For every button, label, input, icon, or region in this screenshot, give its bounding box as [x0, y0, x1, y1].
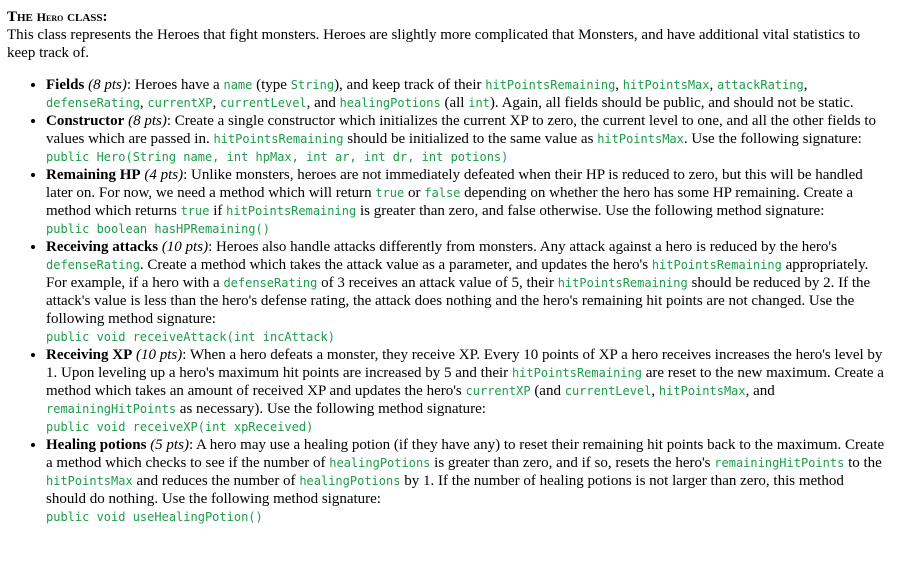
item-term: Constructor — [46, 113, 125, 129]
code-remaininghitpoints: remainingHitPoints — [714, 456, 845, 470]
section-heading — [7, 8, 887, 26]
code-hitpointsremaining: hitPointsRemaining — [651, 258, 782, 272]
text-run: or — [404, 185, 425, 201]
text-run: . Use the following signature: — [683, 131, 862, 147]
item-term: Remaining HP — [46, 167, 141, 183]
code-healingpotions: healingPotions — [299, 474, 401, 488]
text-run: and reduces the number of — [132, 473, 300, 489]
item-points: (10 pts) — [135, 347, 183, 363]
text-run: , — [709, 77, 717, 93]
text-run: , — [139, 95, 148, 111]
item-points: (8 pts) — [88, 77, 127, 93]
item-term: Receiving attacks — [46, 239, 159, 255]
text-run: (and — [530, 383, 565, 399]
method-signature: public void receiveXP(int xpReceived) — [46, 420, 314, 434]
text-run: , and — [745, 383, 775, 399]
code-currentlevel: currentLevel — [219, 96, 307, 110]
intro-paragraph: This class represents the Heroes that fight monsters. Heroes are slightly more complicated that Monsters, and have additional vital statistics to keep track of. — [7, 27, 861, 61]
text-run: : Heroes have a — [126, 77, 224, 93]
code-hitpointsremaining: hitPointsRemaining — [226, 204, 357, 218]
text-run: as necessary). Use the following method signature: — [176, 401, 486, 417]
text-run: if — [209, 203, 227, 219]
list-item-constructor — [46, 112, 887, 166]
text-run: : When a hero defeats a monster, they receive XP. Every 10 points of XP a hero receives increases the hero's level by 1. Upon leveling up a hero's maximum hit points are increased by 5 and their — [46, 347, 883, 381]
text-run: (type — [252, 77, 291, 93]
code-healingpotions: healingPotions — [339, 96, 441, 110]
text-run: ), and keep track of their — [334, 77, 486, 93]
text-run: , — [651, 383, 659, 399]
text-run: should be reduced by 2. If the attack's value is less than the hero's defense rating, the attack does nothing and the hero's remaining hit points are not changed. Use the following method signature: — [46, 275, 871, 327]
item-points: (10 pts) — [161, 239, 209, 255]
code-hitpointsmax: hitPointsMax — [597, 132, 684, 146]
method-signature: public void useHealingPotion() — [46, 510, 263, 524]
heading-word-the: The — [7, 9, 33, 25]
list-item-healing-potions — [46, 436, 887, 526]
code-true: true — [180, 204, 210, 218]
method-signature: public boolean hasHPRemaining() — [46, 222, 270, 236]
item-term: Fields — [46, 77, 85, 93]
text-run: ). Again, all fields should be public, and should not be static. — [489, 95, 854, 111]
list-item-receiving-attacks — [46, 238, 887, 346]
text-run: (all — [440, 95, 469, 111]
item-term: Healing potions — [46, 437, 147, 453]
code-false: false — [424, 186, 461, 200]
code-remaininghitpoints: remainingHitPoints — [46, 402, 177, 416]
item-term: Receiving XP — [46, 347, 133, 363]
code-currentxp: currentXP — [147, 96, 213, 110]
text-run: by 1. If the number of healing potions is not larger than zero, this method should do nothing. Use the following method signature: — [46, 473, 844, 507]
text-run: to the — [844, 455, 882, 471]
code-true: true — [375, 186, 405, 200]
text-run: , — [615, 77, 623, 93]
code-hitpointsmax: hitPointsMax — [622, 78, 710, 92]
text-run: , and — [306, 95, 340, 111]
method-signature: public void receiveAttack(int incAttack) — [46, 330, 335, 344]
code-int: int — [468, 96, 490, 110]
method-signature: public Hero(String name, int hpMax, int ar, int dr, int potions) — [46, 150, 509, 164]
code-hitpointsremaining: hitPointsRemaining — [485, 78, 616, 92]
text-run: appropriately. For example, if a hero with a — [46, 257, 869, 291]
code-hitpointsmax: hitPointsMax — [46, 474, 133, 488]
code-currentxp: currentXP — [465, 384, 531, 398]
text-run: depending on whether the hero has some HP remaining. Create a method which returns — [46, 185, 854, 219]
text-run: : Create a single constructor which initializes the current XP to zero, the current level to one, and all the other fields to values which are passed in. — [46, 113, 877, 147]
text-run: of 3 receives an attack value of 5, their — [317, 275, 558, 291]
code-string: String — [290, 78, 335, 92]
list-item-fields — [46, 76, 887, 112]
list-item-remaining-hp — [46, 166, 887, 238]
code-hitpointsmax: hitPointsMax — [658, 384, 746, 398]
heading-word-class: class: — [67, 9, 108, 25]
text-run: : Heroes also handle attacks differently from monsters. Any attack against a hero is reduced by the hero's — [208, 239, 837, 255]
text-run: : A hero may use a healing potion (if they have any) to reset their remaining hit points back to the maximum. Create a method which checks to see if the number of — [46, 437, 885, 471]
item-points: (5 pts) — [150, 437, 189, 453]
code-defenserating: defenseRating — [223, 276, 318, 290]
text-run: are reset to the new maximum. Create a method which takes an amount of received XP and updates the hero's — [46, 365, 884, 399]
item-points: (8 pts) — [128, 113, 167, 129]
text-run: , — [803, 77, 808, 93]
item-points: (4 pts) — [144, 167, 184, 183]
text-run: is greater than zero, and if so, resets the hero's — [430, 455, 715, 471]
text-run: . Create a method which takes the attack value as a parameter, and updates the hero's — [139, 257, 652, 273]
text-run: , — [212, 95, 220, 111]
text-run: : Unlike monsters, heroes are not immediately defeated when their HP is reduced to zero, but this will be handled later on. For now, we need a method which will return — [46, 167, 863, 201]
code-hitpointsremaining: hitPointsRemaining — [557, 276, 688, 290]
code-hitpointsremaining: hitPointsRemaining — [511, 366, 642, 380]
code-defenserating: defenseRating — [46, 96, 140, 110]
code-name: name — [223, 78, 253, 92]
code-healingpotions: healingPotions — [329, 456, 431, 470]
code-currentlevel: currentLevel — [564, 384, 652, 398]
text-run: is greater than zero, and false otherwise. Use the following method signature: — [356, 203, 825, 219]
heading-word-hero: Hero — [36, 10, 64, 24]
code-hitpointsremaining: hitPointsRemaining — [213, 132, 344, 146]
code-attackrating: attackRating — [717, 78, 804, 92]
list-item-receiving-xp — [46, 346, 887, 436]
text-run: should be initialized to the same value as — [343, 131, 598, 147]
code-defenserating: defenseRating — [46, 258, 140, 272]
requirements-list — [7, 76, 887, 526]
